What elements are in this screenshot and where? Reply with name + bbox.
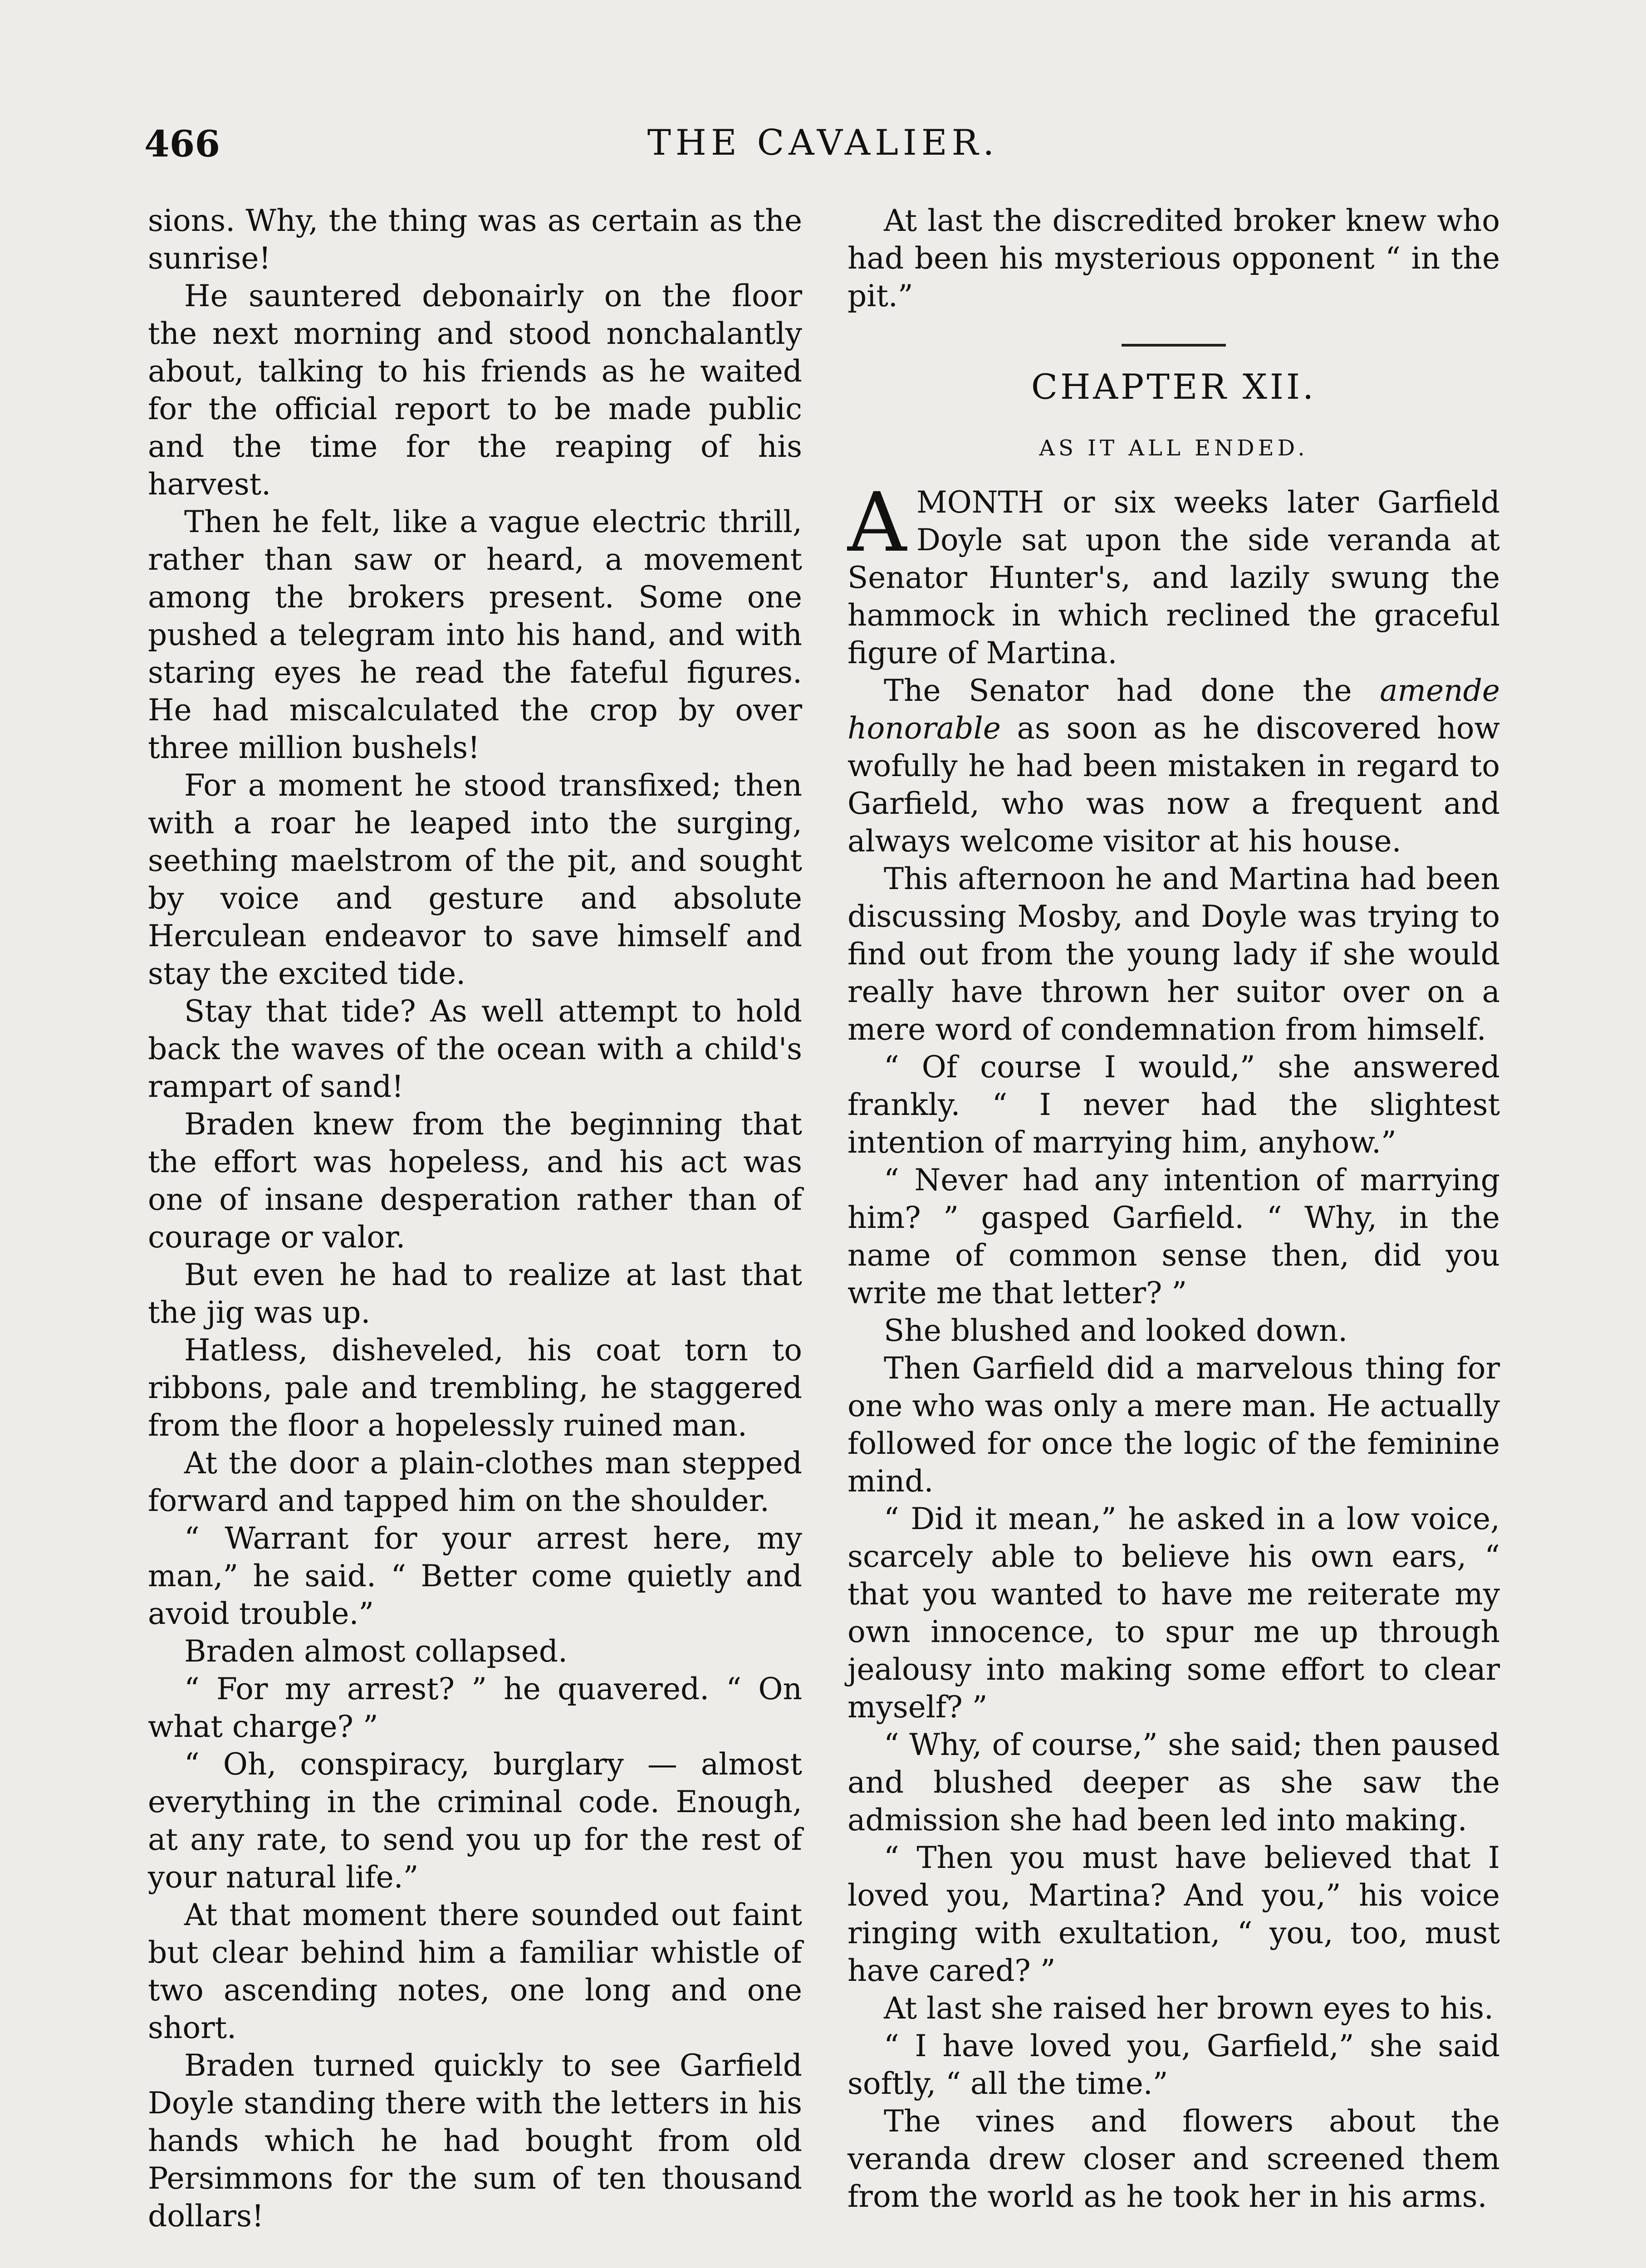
section-divider <box>1122 344 1226 347</box>
chapter-title: CHAPTER XII. <box>1031 367 1317 407</box>
paragraph: Hatless, disheveled, his coat torn to ribbons, pale and trembling, he staggered from the floor a hopelessly ruined man. <box>148 1333 802 1443</box>
paragraph: “ For my arrest? ” he quavered. “ On what charge? ” <box>148 1672 802 1744</box>
paragraph: At last she raised her brown eyes to his. <box>884 1991 1494 2026</box>
text-run: The Senator had done the <box>884 673 1380 708</box>
left-column <box>148 202 802 2235</box>
paragraph: He sauntered debonairly on the floor the next morning and stood nonchalantly about, talking to his friends as he waited for the official report to be made public and the time for the reaping of his harvest. <box>148 279 802 502</box>
page-header <box>0 122 1646 177</box>
paragraph: For a moment he stood transfixed; then with a roar he leaped into the surging, seething maelstrom of the pit, and sought by voice and gesture and absolute Herculean endeavor to save himself and stay the excited tide. <box>148 768 802 991</box>
paragraph: Braden turned quickly to see Garfield Doyle standing there with the letters in his hands which he had bought from old Persimmons for the sum of ten thousand dollars! <box>148 2048 802 2234</box>
paragraph: At that moment there sounded out faint but clear behind him a familiar whistle of two ascending notes, one long and one short. <box>148 1897 802 2045</box>
page-number: 466 <box>144 122 220 165</box>
text-run: as soon as he discovered how wofully he had been mistaken in regard to Garfield, who was now a frequent and always welcome visitor at his house. <box>847 711 1500 859</box>
paragraph: “ Oh, conspiracy, burglary — almost everything in the criminal code. Enough, at any rate, to send you up for the rest of your natural life.” <box>148 1747 802 1895</box>
drop-cap: A <box>847 475 906 570</box>
running-title: THE CAVALIER. <box>647 122 999 163</box>
paragraph: “ I have loved you, Garfield,” she said softly, “ all the time.” <box>847 2028 1500 2101</box>
paragraph: Then he felt, like a vague electric thrill, rather than saw or heard, a movement among the brokers present. Some one pushed a telegram into his hand, and with staring eyes he read the fateful figures. He had miscalculated the crop by over three million bushels! <box>148 504 802 765</box>
paragraph: The vines and flowers about the veranda drew closer and screened them from the world as he took her in his arms. <box>847 2104 1500 2214</box>
paragraph: “ Did it mean,” he asked in a low voice, scarcely able to believe his own ears, “ that you wanted to have me reiterate my own innocence, to spur me up through jealousy into making some effort to clear myself? ” <box>847 1501 1500 1725</box>
paragraph: At the door a plain-clothes man stepped forward and tapped him on the shoulder. <box>148 1446 802 1518</box>
paragraph: Stay that tide? As well attempt to hold back the waves of the ocean with a child's rampart of sand! <box>148 994 802 1104</box>
paragraph: “ Warrant for your arrest here, my man,” he said. “ Better come quietly and avoid trouble.” <box>148 1521 802 1631</box>
paragraph: “ Of course I would,” she answered frankly. “ I never had the slightest intention of marrying him, anyhow.” <box>847 1050 1500 1160</box>
paragraph: Braden knew from the beginning that the effort was hopeless, and his act was one of insane desperation rather than of courage or valor. <box>148 1107 802 1255</box>
paragraph: Braden almost collapsed. <box>184 1634 568 1669</box>
paragraph: “ Then you must have believed that I loved you, Martina? And you,” his voice ringing with exultation, “ you, too, must have cared? ” <box>847 1840 1500 1988</box>
opening-text: MONTH or six weeks later Garfield Doyle sat upon the side veranda at Senator Hunter's, and lazily swung the hammock in which reclined the graceful figure of Martina. <box>847 485 1500 670</box>
paragraph: “ Never had any intention of marrying him? ” gasped Garfield. “ Why, in the name of common sense then, did you write me that letter? ” <box>847 1163 1500 1310</box>
right-column <box>847 202 1500 2215</box>
chapter-subtitle: AS IT ALL ENDED. <box>1039 435 1308 461</box>
italic-phrase: amende honorable <box>847 673 1500 746</box>
paragraph: “ Why, of course,” she said; then paused and blushed deeper as she saw the admission she had been led into making. <box>847 1727 1500 1838</box>
paragraph: Then Garfield did a marvelous thing for one who was only a mere man. He actually followed for once the logic of the feminine mind. <box>847 1351 1500 1499</box>
paragraph: She blushed and looked down. <box>884 1313 1348 1348</box>
paragraph: At last the discredited broker knew who had been his mysterious opponent “ in the pit.” <box>847 203 1500 313</box>
chapter-opening <box>847 475 1500 672</box>
paragraph: sions. Why, the thing was as certain as the sunrise! <box>148 203 802 276</box>
paragraph: But even he had to realize at last that the jig was up. <box>148 1257 802 1330</box>
paragraph <box>847 672 1500 860</box>
paragraph: This afternoon he and Martina had been discussing Mosby, and Doyle was trying to find out from the young lady if she would really have thrown her suitor over on a mere word of condemnation from himself. <box>847 861 1500 1047</box>
